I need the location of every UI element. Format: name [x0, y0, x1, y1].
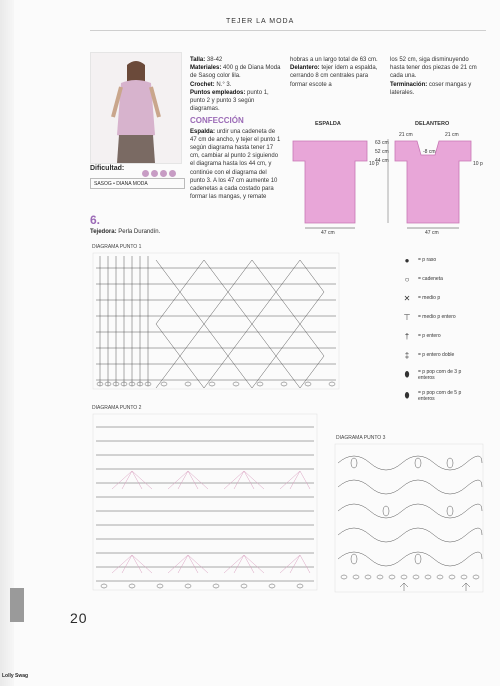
model-figure-image: [91, 53, 181, 163]
garment-schematics: [285, 115, 495, 235]
double-bar-icon: ‡: [404, 350, 410, 360]
legend-label: = medio p entero: [418, 314, 456, 320]
diagram-1-stitches: [100, 256, 148, 386]
page-spine: [0, 0, 14, 686]
legend-item: [400, 390, 478, 402]
legend-item: [400, 331, 478, 341]
diagram-1-lattice-bottom: [156, 356, 324, 388]
diagram-2-chain: [101, 584, 303, 588]
weaver-name: Perla Durandín.: [118, 229, 161, 235]
oval-icon: ○: [404, 274, 410, 284]
difficulty-dot: [160, 170, 167, 177]
diagram-1-lattice-top: [156, 260, 324, 292]
espalda-continued: hobras a un largo total de 63 cm.: [290, 57, 378, 63]
crochet-label: Crochet:: [190, 81, 215, 88]
weaver-label: Tejedora:: [90, 229, 117, 235]
diagram-punto-1: [92, 252, 340, 390]
height-44-label: 44 cm: [375, 158, 389, 164]
diagram-1-lattice-mid: [156, 292, 324, 324]
espalda-label: Espalda:: [190, 128, 216, 135]
diagram-1-title: DIAGRAMA PUNTO 1: [92, 244, 142, 250]
diagram-2-title: DIAGRAMA PUNTO 2: [92, 405, 142, 411]
page-number: 20: [70, 610, 88, 626]
text-column-2: [290, 56, 382, 89]
difficulty-label: Dificultad:: [90, 165, 125, 172]
text-column-3: [390, 56, 482, 97]
delantero-schematic-title: DELANTERO: [415, 121, 450, 127]
legend-item: [400, 274, 478, 284]
legend-item: [400, 312, 478, 322]
weaver-credit: [90, 229, 160, 235]
legend-label: = p entero doble: [418, 352, 455, 358]
legend-label: = cadeneta: [418, 276, 443, 282]
confeccion-title: CONFECCIÓN: [190, 116, 244, 126]
popcorn5-icon: ⬮: [404, 391, 410, 400]
delantero-width-label: 47 cm: [425, 230, 439, 235]
diagram-punto-3: [334, 443, 484, 593]
footer-logo: Lolly Swag: [2, 673, 29, 679]
arrow-up-icon: [462, 583, 470, 591]
difficulty-dot: [169, 170, 176, 177]
delantero-text: tejer ídem a espalda, cerrando 8 cm centrales para formar escote a: [290, 65, 378, 88]
legend-label: = p pop corn de 5 p enteros: [418, 390, 462, 402]
t-bar-icon: ⊤: [403, 312, 411, 322]
legend-label: = medio p: [418, 295, 441, 301]
puntos-label: Puntos empleados:: [190, 89, 246, 96]
espalda-text: urdir una cadeneta de 47 cm de ancho, y tejer el punto 1 según diagrama hasta tener 17 cm, cambiar al punto 2 siguiendo el diagrama hasta los 44 cm, y continúe con el diagrama del punto 3. A los 47 cm aumente 10 cadenetas a cada costado para formar las mangas, y remate: [190, 128, 281, 201]
legend-item: [400, 369, 478, 381]
delantero-shoulder-left-label: 21 cm: [399, 132, 413, 138]
espalda-schematic-title: ESPALDA: [315, 121, 341, 127]
delantero-continued: los 52 cm, siga disminuyendo hasta tener dos piezas de 21 cm cada una.: [390, 57, 477, 80]
model-number: 6.: [90, 213, 101, 227]
page-header: TEJER LA MODA: [226, 18, 295, 25]
materiales-label: Materiales:: [190, 65, 222, 72]
espalda-shape: [293, 141, 367, 223]
diagram-3-title: DIAGRAMA PUNTO 3: [336, 435, 386, 441]
espalda-sleeve-label: 10 p: [369, 161, 379, 167]
diagram-punto-2: [92, 413, 318, 591]
height-52-label: 52 cm: [375, 149, 389, 155]
popcorn3-icon: ⬮: [404, 370, 410, 379]
talla-value: 38-42: [206, 57, 223, 63]
stitch-legend: [400, 255, 478, 411]
legend-item: [400, 255, 478, 265]
text-column-1: [190, 56, 282, 201]
delantero-sleeve-label: 10 p: [473, 161, 483, 167]
puntos-value: punto 1, punto 2 y punto 3 según diagramas.: [190, 89, 269, 113]
diagram-3-waves: [338, 456, 482, 566]
diagram-3-chain: [341, 575, 479, 579]
delantero-shoulder-right-label: 21 cm: [445, 132, 459, 138]
yarn-brand-box: SASOG • DIANA MODA: [90, 178, 185, 189]
terminacion-label: Terminación:: [390, 81, 428, 88]
terminacion-text: coser mangas y laterales.: [390, 81, 472, 96]
arrow-up-icon: [400, 583, 408, 591]
talla-label: Talla:: [190, 57, 206, 63]
neck-width-label: -8 cm: [423, 149, 436, 155]
diagram-1-chain: [97, 382, 335, 386]
height-63-label: 63 cm: [375, 140, 389, 146]
legend-item: [400, 350, 478, 360]
legend-item: [400, 293, 478, 303]
cross-bar-icon: †: [404, 331, 410, 341]
edge-tab: [10, 588, 24, 622]
legend-label: = p entero: [418, 333, 441, 339]
diagram-1-lattice-low: [156, 324, 324, 356]
legend-label: = p raso: [418, 257, 437, 263]
difficulty-dot: [142, 170, 149, 177]
diagram-2-fans: [112, 471, 310, 573]
delantero-label: Delantero:: [290, 65, 320, 72]
filled-dot-icon: ●: [404, 255, 410, 265]
model-photo: [90, 52, 182, 164]
legend-label: = p pop corn de 3 p enteros: [418, 369, 462, 381]
x-mark-icon: ✕: [403, 293, 411, 303]
espalda-width-label: 47 cm: [321, 230, 335, 235]
crochet-value: N.° 3.: [216, 81, 232, 88]
materiales-value: 400 g de Diana Moda de Sasog color lila.: [190, 65, 281, 80]
difficulty-dot: [151, 170, 158, 177]
header-rule: [90, 30, 486, 31]
